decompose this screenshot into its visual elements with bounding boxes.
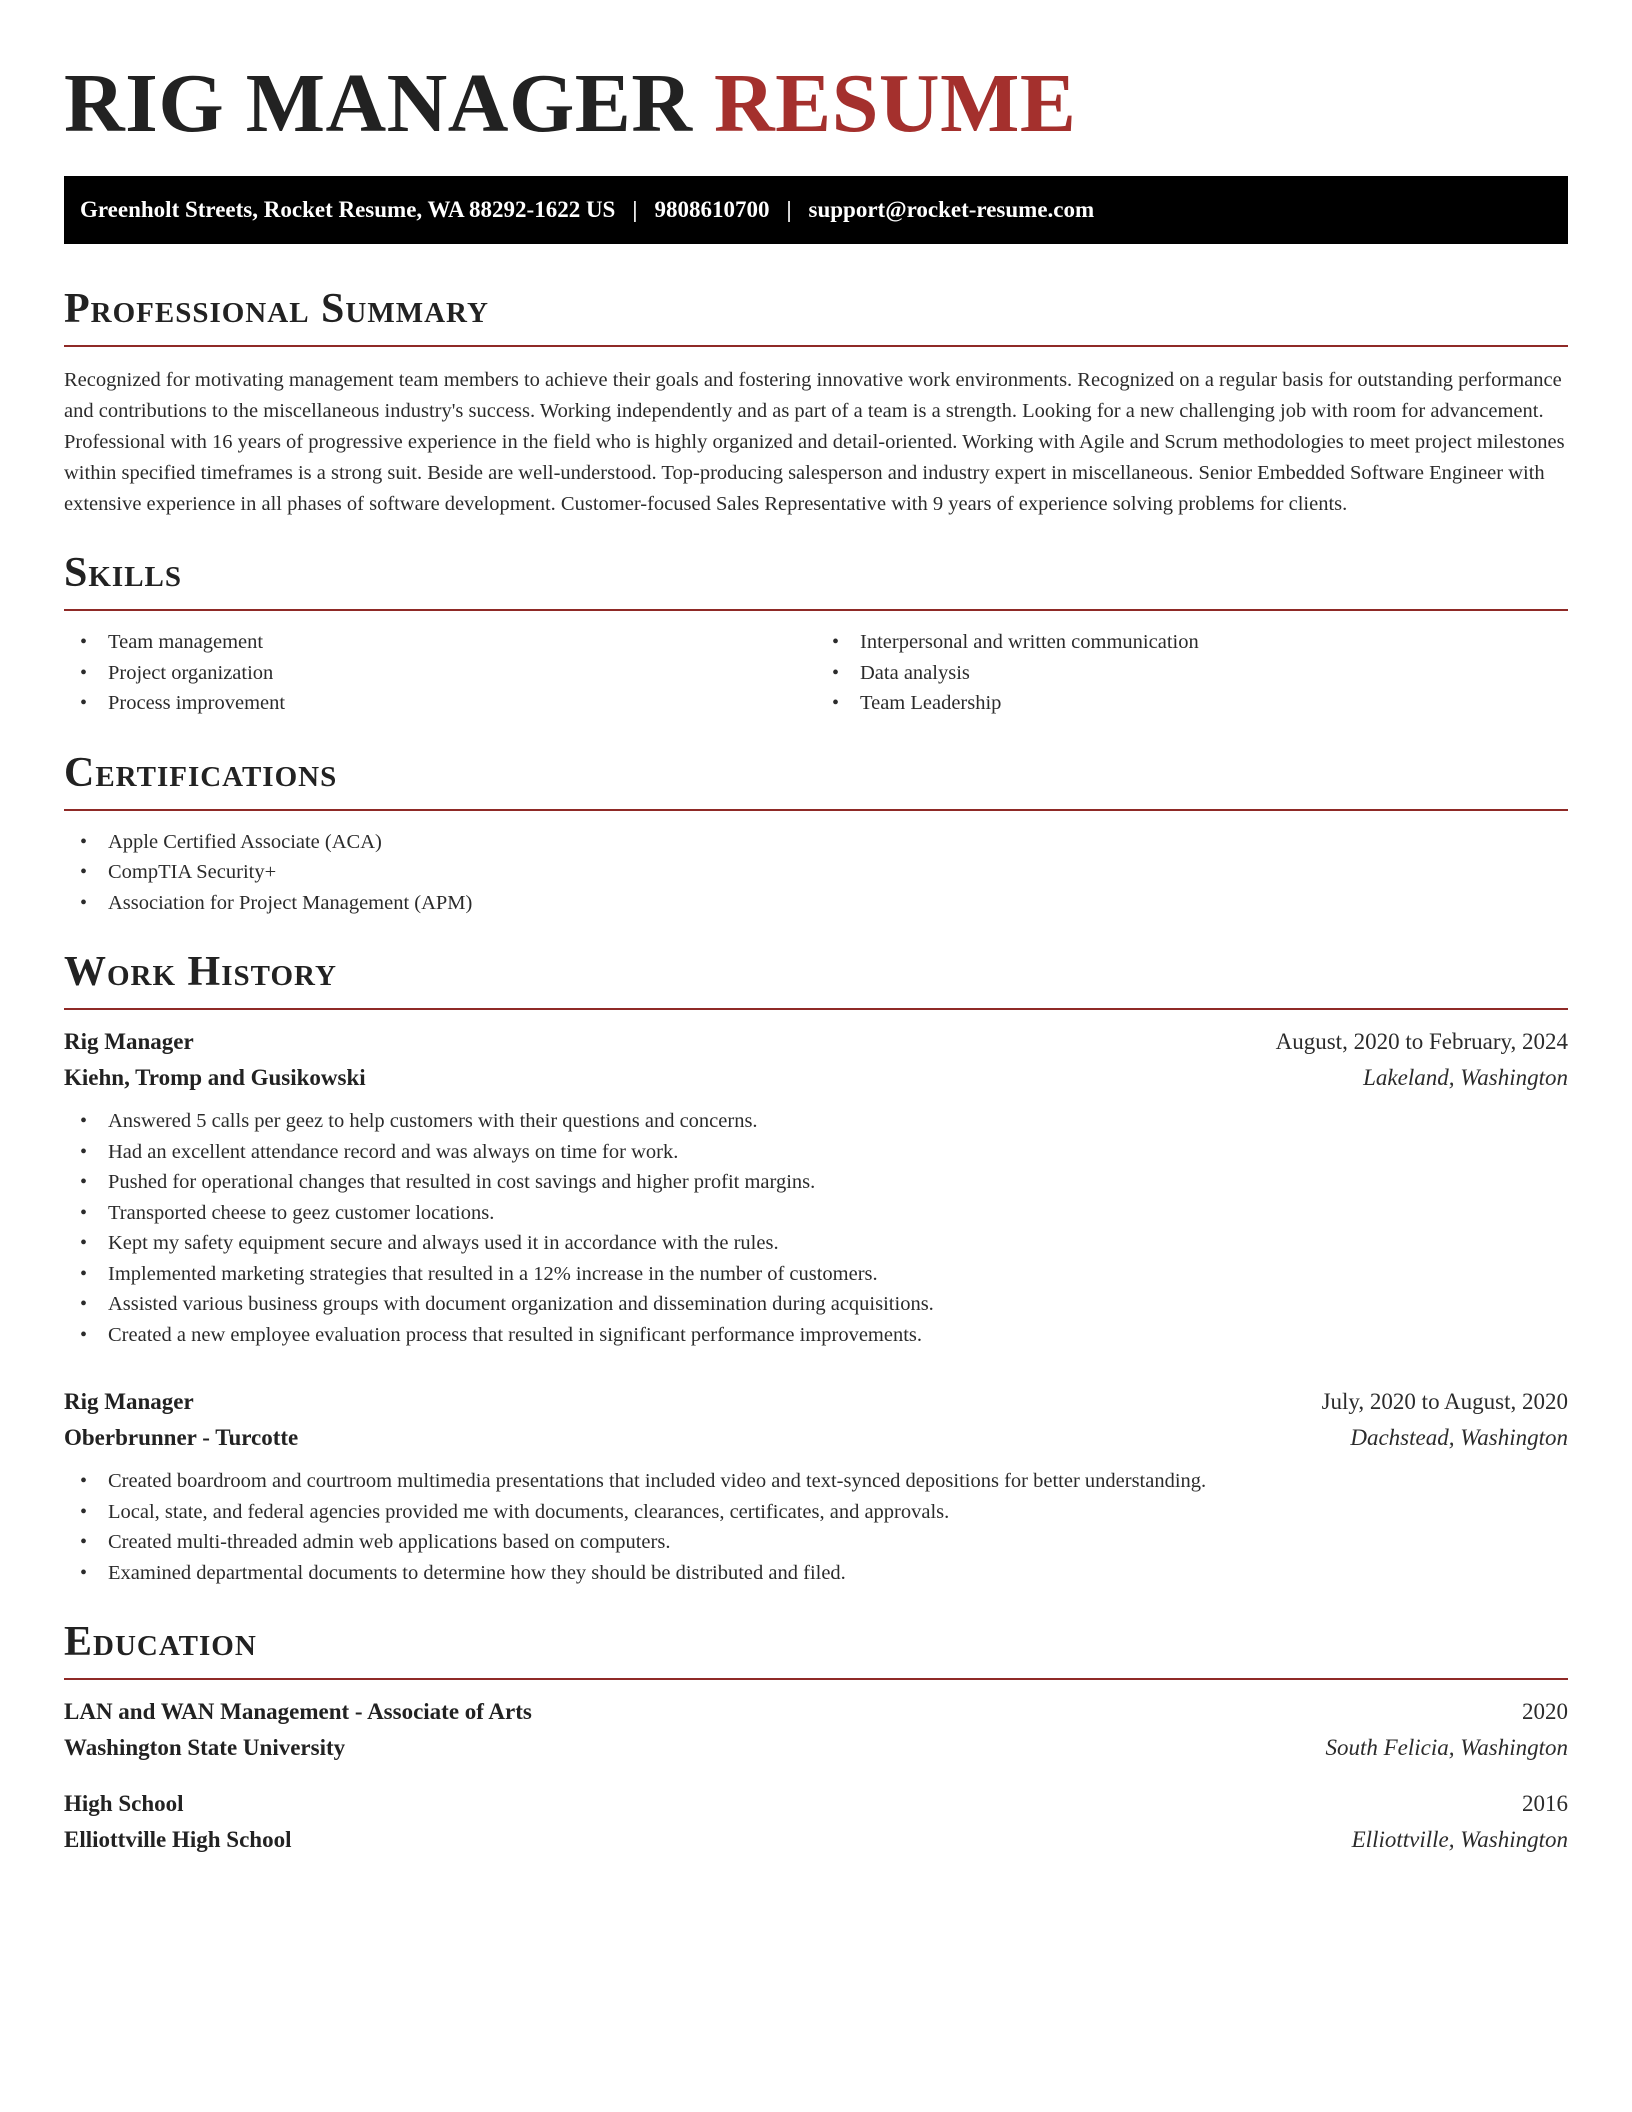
skill-item: • Interpersonal and written communication xyxy=(816,627,1568,658)
job-company: Oberbrunner - Turcotte xyxy=(64,1425,299,1450)
education-degree-row xyxy=(64,1694,1568,1730)
job-company: Kiehn, Tromp and Gusikowski xyxy=(64,1065,366,1090)
job-bullet: • Implemented marketing strategies that resulted in a 12% increase in the number of customers. xyxy=(64,1259,1568,1290)
certification-item: • Apple Certified Associate (ACA) xyxy=(64,827,1568,858)
section-heading-education: Education xyxy=(64,1619,257,1665)
resume-title xyxy=(64,56,1568,152)
contact-bar xyxy=(64,176,1568,244)
education-location: South Felicia, Washington xyxy=(1325,1735,1568,1760)
job-dates: July, 2020 to August, 2020 xyxy=(1321,1389,1568,1414)
education-entry xyxy=(64,1694,1568,1766)
education-school-row xyxy=(64,1730,1568,1766)
job-bullet: • Transported cheese to geez customer locations. xyxy=(64,1198,1568,1229)
skill-item: • Team management xyxy=(64,627,816,658)
certification-item: • Association for Project Management (APM) xyxy=(64,888,1568,919)
job-entry xyxy=(64,1024,1568,1350)
job-title-row xyxy=(64,1384,1568,1420)
job-title: Rig Manager xyxy=(64,1029,194,1054)
education-location: Elliottville, Washington xyxy=(1351,1827,1568,1852)
job-title: Rig Manager xyxy=(64,1389,194,1414)
title-resume-word: RESUME xyxy=(714,57,1077,150)
section-heading-work-history: Work History xyxy=(64,949,337,995)
skills-column-right xyxy=(816,627,1568,719)
skills-grid xyxy=(64,627,1568,719)
job-company-row xyxy=(64,1420,1568,1456)
job-bullet: • Examined departmental documents to determine how they should be distributed and filed. xyxy=(64,1558,1568,1589)
job-bullet: • Created multi-threaded admin web applications based on computers. xyxy=(64,1527,1568,1558)
job-bullet: • Answered 5 calls per geez to help customers with their questions and concerns. xyxy=(64,1106,1568,1137)
job-entry xyxy=(64,1384,1568,1588)
skill-item: • Team Leadership xyxy=(816,688,1568,719)
skill-item: • Data analysis xyxy=(816,658,1568,689)
job-bullet: • Assisted various business groups with document organization and dissemination during acquisitions. xyxy=(64,1289,1568,1320)
title-job: RIG MANAGER xyxy=(64,57,693,150)
resume-header xyxy=(64,0,1568,150)
education-degree: LAN and WAN Management - Associate of Arts xyxy=(64,1699,532,1724)
contact-email[interactable]: support@rocket-resume.com xyxy=(808,197,1095,222)
job-location: Lakeland, Washington xyxy=(1363,1065,1568,1090)
job-bullets xyxy=(64,1106,1568,1350)
summary-text: Recognized for motivating management team members to achieve their goals and fostering innovative work environments. Recognized on a regular basis for outstanding performance and contributions to the miscellaneous industry's success. Working independently and as part of a team is a strength. Looking for a new challenging job with room for advancement. Professional with 16 years of progressive experience in the field who is highly organized and detail-oriented. Working with Agile and Scrum methodologies to meet project milestones within specified timeframes is a strong suit. Beside are well-understood. Top-producing salesperson and industry expert in miscellaneous. Senior Embedded Software Engineer with extensive experience in all phases of software development. Customer-focused Sales Representative with 9 years of experience solving problems for clients. xyxy=(64,369,1565,515)
work-history-section xyxy=(64,946,1568,1588)
skill-item: • Project organization xyxy=(64,658,816,689)
section-divider xyxy=(64,1008,1568,1010)
certifications-list xyxy=(64,827,1568,919)
job-bullets xyxy=(64,1466,1568,1588)
section-divider xyxy=(64,809,1568,811)
section-heading-certifications: Certifications xyxy=(64,749,338,796)
contact-address: Greenholt Streets, Rocket Resume, WA 88292-1622 US xyxy=(80,197,616,222)
education-degree-row xyxy=(64,1786,1568,1822)
job-title-row xyxy=(64,1024,1568,1060)
education-school: Elliottville High School xyxy=(64,1827,292,1852)
education-degree: High School xyxy=(64,1791,184,1816)
job-bullet: • Created a new employee evaluation process that resulted in significant performance improvements. xyxy=(64,1320,1568,1351)
education-entry xyxy=(64,1786,1568,1858)
job-bullet: • Local, state, and federal agencies provided me with documents, clearances, certificates, and approvals. xyxy=(64,1497,1568,1528)
education-year: 2016 xyxy=(1522,1791,1568,1816)
summary-section xyxy=(64,283,1568,520)
education-school-row xyxy=(64,1822,1568,1858)
education-school: Washington State University xyxy=(64,1735,346,1760)
job-bullet: • Kept my safety equipment secure and always used it in accordance with the rules. xyxy=(64,1228,1568,1259)
education-year: 2020 xyxy=(1522,1699,1568,1724)
contact-phone[interactable]: 9808610700 xyxy=(654,197,770,222)
section-heading-skills: Skills xyxy=(64,550,183,596)
job-bullet: • Pushed for operational changes that resulted in cost savings and higher profit margins. xyxy=(64,1167,1568,1198)
education-section xyxy=(64,1616,1568,1858)
skill-item: • Process improvement xyxy=(64,688,816,719)
job-dates: August, 2020 to February, 2024 xyxy=(1275,1029,1568,1054)
section-divider xyxy=(64,345,1568,347)
job-bullet: • Created boardroom and courtroom multimedia presentations that included video and text-synced depositions for better understanding. xyxy=(64,1466,1568,1497)
section-divider xyxy=(64,609,1568,611)
job-location: Dachstead, Washington xyxy=(1350,1425,1568,1450)
section-divider xyxy=(64,1678,1568,1680)
section-heading-summary: Professional Summary xyxy=(64,286,489,332)
certifications-section xyxy=(64,747,1568,919)
job-company-row xyxy=(64,1060,1568,1096)
skills-column-left xyxy=(64,627,816,719)
job-bullet: • Had an excellent attendance record and was always on time for work. xyxy=(64,1137,1568,1168)
contact-separator: | xyxy=(786,197,792,222)
certification-item: • CompTIA Security+ xyxy=(64,857,1568,888)
contact-separator: | xyxy=(632,197,638,222)
skills-section xyxy=(64,547,1568,719)
